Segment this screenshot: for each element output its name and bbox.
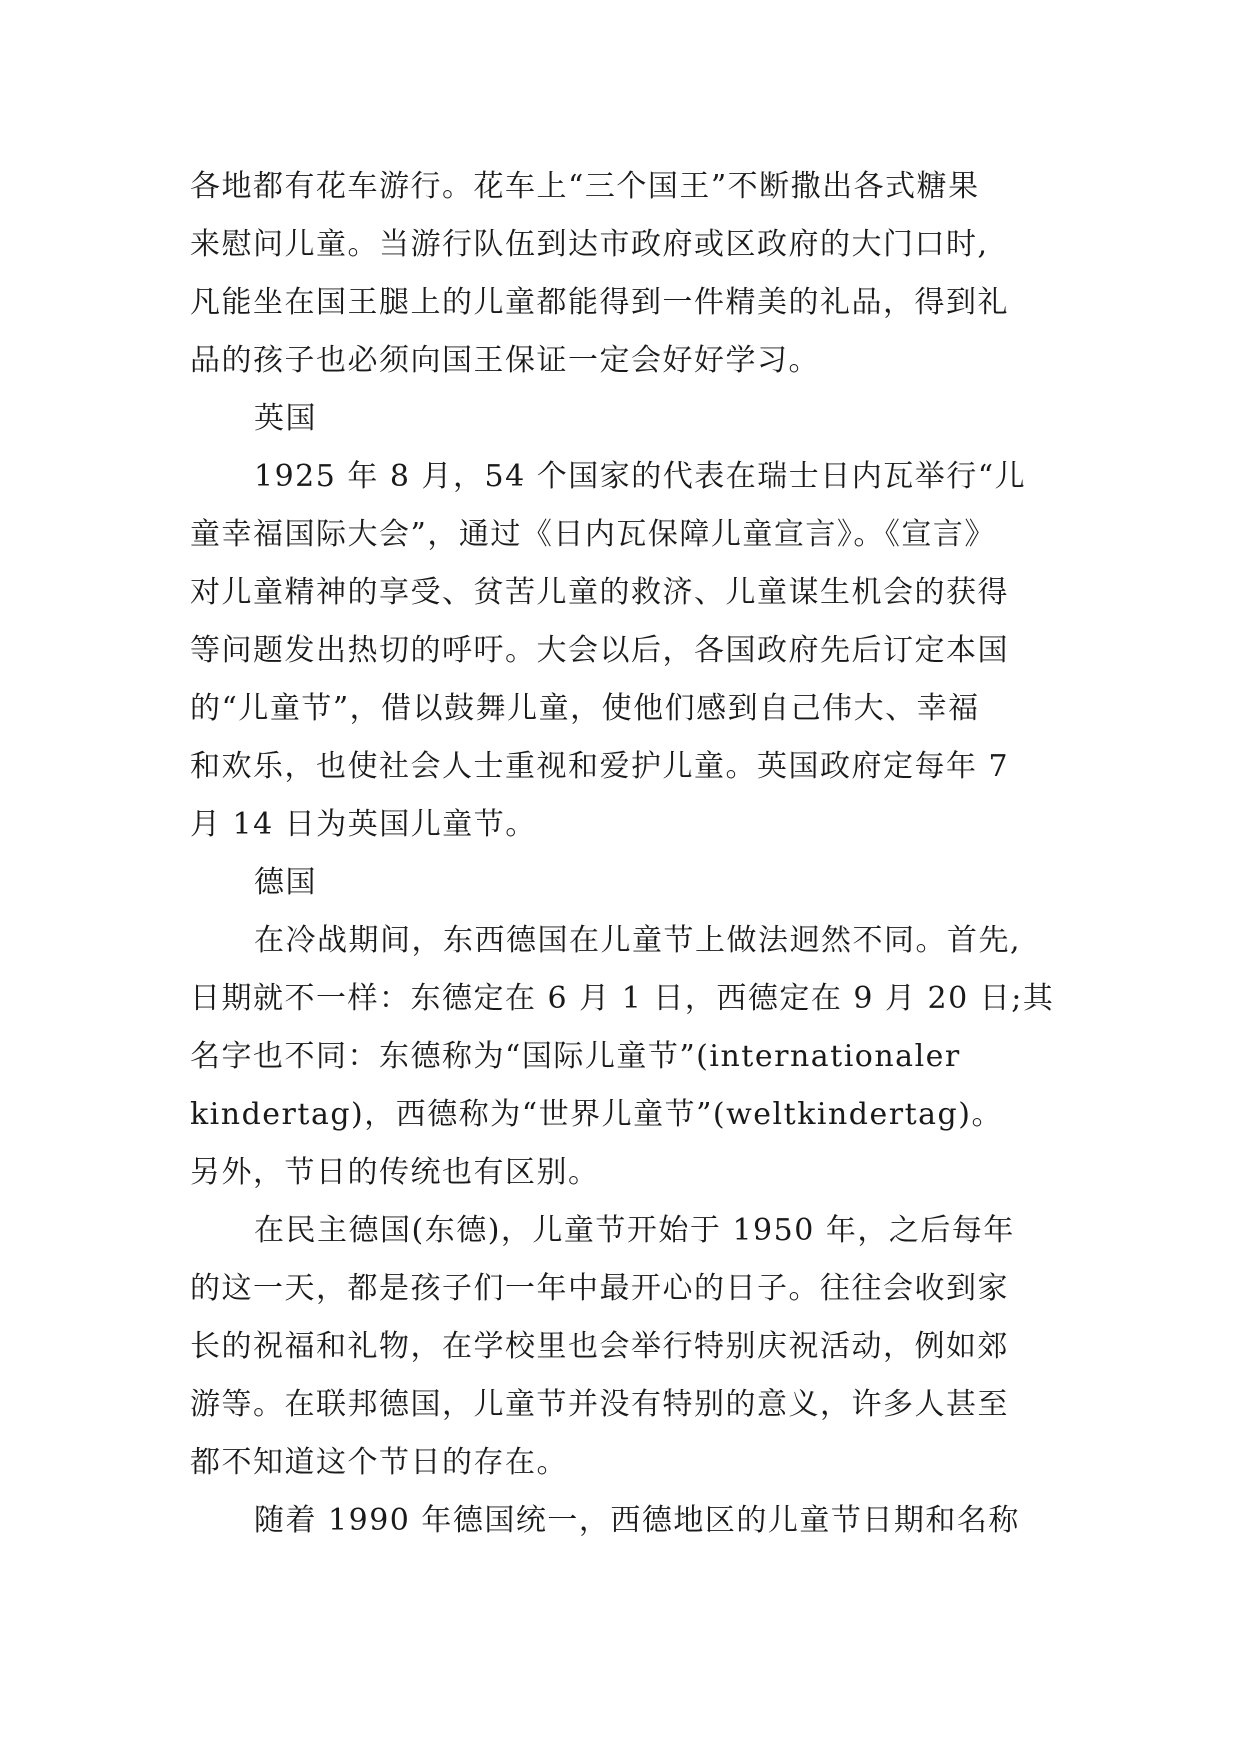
heading-text: 英国 [254,401,317,436]
text-line: 月 14 日为英国儿童节。 [190,807,537,842]
text-line: 和欢乐，也使社会人士重视和爱护儿童。英国政府定每年 7 [190,749,1010,784]
document-body [190,158,1060,1550]
text-line: 对儿童精神的享受、贫苦儿童的救济、儿童谋生机会的获得 [190,575,1009,610]
paragraph-parade-continuation [190,158,1060,390]
paragraph-uk-history [190,448,1060,854]
text-line: 长的祝福和礼物，在学校里也会举行特别庆祝活动，例如郊 [190,1329,1009,1364]
section-heading-uk [190,390,1060,448]
text-line: 游等。在联邦德国，儿童节并没有特别的意义，许多人甚至 [190,1387,1009,1422]
text-line: 等问题发出热切的呼吁。大会以后，各国政府先后订定本国 [190,633,1009,668]
text-line: 在冷战期间，东西德国在儿童节上做法迥然不同。首先, [254,923,1022,958]
text-line: 日期就不一样：东德定在 6 月 1 日，西德定在 9 月 20 日;其 [190,981,1055,1016]
text-line: kindertag)，西德称为“世界儿童节”(weltkindertag)。 [190,1097,1003,1132]
text-line: 在民主德国(东德)，儿童节开始于 1950 年，之后每年 [254,1213,1015,1248]
text-line: 另外，节日的传统也有区别。 [190,1155,600,1190]
paragraph-germany-east [190,1202,1060,1492]
text-line: 随着 1990 年德国统一，西德地区的儿童节日期和名称 [254,1503,1020,1538]
paragraph-germany-cold-war [190,912,1060,1202]
text-line: 都不知道这个节日的存在。 [190,1445,568,1480]
text-line: 1925 年 8 月，54 个国家的代表在瑞士日内瓦举行“儿 [254,459,1027,494]
text-line: 的“儿童节”，借以鼓舞儿童，使他们感到自己伟大、幸福 [190,691,980,726]
text-line: 名字也不同：东德称为“国际儿童节”(internationaler [190,1039,961,1074]
section-heading-germany [190,854,1060,912]
text-line: 童幸福国际大会”，通过《日内瓦保障儿童宣言》。《宣言》 [190,517,996,552]
text-line: 凡能坐在国王腿上的儿童都能得到一件精美的礼品，得到礼 [190,285,1009,320]
heading-text: 德国 [254,865,317,900]
text-line: 各地都有花车游行。花车上“三个国王”不断撒出各式糖果 [190,169,980,204]
text-line: 的这一天，都是孩子们一年中最开心的日子。往往会收到家 [190,1271,1009,1306]
paragraph-germany-reunification [190,1492,1060,1550]
text-line: 来慰问儿童。当游行队伍到达市政府或区政府的大门口时, [190,227,989,262]
text-line: 品的孩子也必须向国王保证一定会好好学习。 [190,343,820,378]
